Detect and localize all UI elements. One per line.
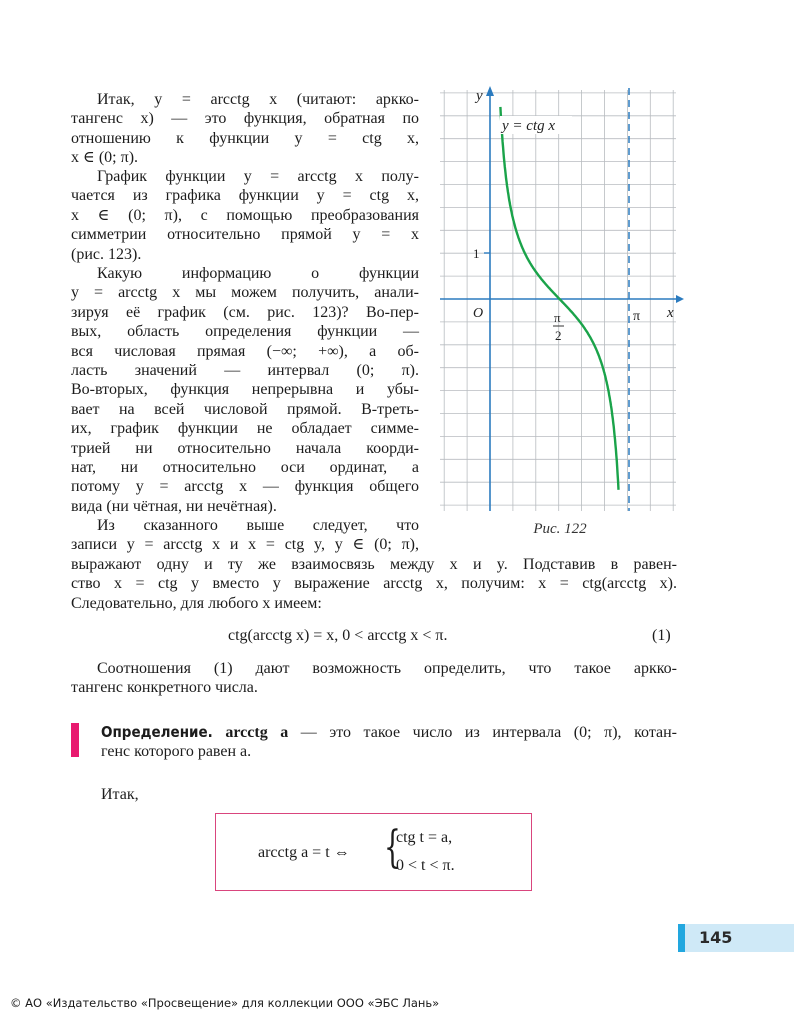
figure-caption: Рис. 122 (533, 521, 587, 537)
text-line: выражают одну и ту же взаимосвязь между x и y. Подставив в равен- (71, 556, 677, 573)
text-line-content: Итак, y = arcctg x (читают: аркко- (97, 91, 419, 108)
text-line-content: Какую информацию о функции (97, 265, 419, 282)
text-line: (рис. 123). (71, 245, 142, 263)
text-line: вида (ни чётная, ни нечётная). (71, 497, 277, 515)
definition-term: arcctg a (225, 724, 289, 741)
text-line: отношению к функции y = ctg x, (71, 129, 419, 147)
formula-1: ctg(arcctg x) = x, 0 < arcctg x < π. (228, 627, 448, 644)
paragraph-definition-intro (71, 90, 419, 168)
definition-marker (71, 723, 79, 757)
text-line: вся числовая прямая (−∞; +∞), а об- (71, 342, 419, 360)
tick-pi2-numerator: π (554, 310, 561, 325)
curve-label-text: y = ctg x (502, 118, 556, 134)
page-number-bar (678, 924, 794, 952)
text-line: y = arcctg x мы можем получить, анали- (71, 284, 419, 302)
paragraph-consequence-wide (71, 555, 677, 613)
text-line: вых, область определения функции — (71, 323, 419, 341)
y-axis-arrow (486, 86, 494, 96)
text-line: трией ни относительно начала коорди- (71, 439, 419, 457)
tick-pi-label: π (633, 309, 641, 324)
curve-label (500, 116, 572, 134)
text-line (71, 264, 419, 283)
summary-lead: Итак, (101, 786, 139, 803)
axis-label-x: x (667, 305, 674, 321)
definition-text: — это такое число из интервала (0; π), котан- (288, 724, 678, 741)
text-line: зируя её график (см. рис. 123)? Во-пер- (71, 303, 419, 321)
text-line: чается из графика функции y = ctg x, (71, 187, 419, 205)
text-line: ласть значений — интервал (0; π). (71, 362, 419, 380)
copyright-notice: © АО «Издательство «Просвещение» для коллекции ООО «ЭБС Лань» (10, 996, 440, 1010)
text-line-content: График функции y = arcctg x полу- (97, 168, 419, 185)
text-line: нат, ни относительно оси ординат, а (71, 459, 419, 477)
text-line: их, график функции не обладает симме- (71, 420, 419, 438)
definition-block (101, 723, 677, 762)
text-line: тангенс конкретного числа. (71, 679, 258, 697)
text-line (71, 659, 677, 678)
origin-label: O (473, 306, 484, 321)
axis-label-y: y (476, 88, 483, 104)
boxed-formula (215, 813, 532, 891)
text-line (71, 167, 419, 186)
text-line: ство x = ctg y вместо y выражение arcctg x, получим: x = ctg(arcctg x). (71, 575, 677, 593)
definition-line (101, 723, 677, 742)
text-line: записи y = arcctg x и x = ctg y, y ∈ (0; π), (71, 536, 419, 554)
text-line: симметрии относительно прямой y = x (71, 226, 419, 244)
text-line: Следовательно, для любого x имеем: (71, 594, 322, 612)
text-line: Во-вторых, функция непрерывна и убы- (71, 381, 419, 399)
paragraph-graph-construction (71, 167, 419, 264)
x-axis-arrow (676, 295, 684, 303)
boxed-formula-lhs: arcctg a = t ⇔ (258, 844, 350, 861)
system-brace: { (384, 822, 401, 873)
paragraph-properties (71, 264, 419, 516)
text-line (71, 516, 419, 535)
page-number-marker (678, 924, 685, 952)
text-line-content: Из сказанного выше следует, что (97, 517, 419, 534)
text-line: тангенс x) — это функция, обратная по (71, 110, 419, 128)
definition-line: генс которого равен a. (101, 743, 252, 761)
text-line: вает на всей числовой прямой. В-треть- (71, 400, 419, 418)
system-row-2: 0 < t < π. (396, 857, 455, 874)
graph-grid (440, 90, 676, 511)
paragraph-relations (71, 659, 677, 698)
text-line (71, 90, 419, 109)
tick-pi2-denominator: 2 (555, 328, 562, 343)
system-row-1: ctg t = a, (396, 829, 453, 846)
formula-1-number: (1) (652, 627, 671, 644)
page-number: 145 (699, 928, 733, 947)
text-line-content: Соотношения (1) дают возможность определить, что такое аркко- (97, 660, 677, 677)
text-line: x ∈ (0; π), с помощью преобразования (71, 206, 419, 224)
text-line: x ∈ (0; π). (71, 149, 139, 167)
text-line: потому y = arcctg x — функция общего (71, 478, 419, 496)
definition-heading: Определение. (101, 723, 213, 741)
tick-y1-label: 1 (473, 246, 480, 261)
cotangent-graph (440, 86, 684, 516)
paragraph-consequence-narrow (71, 516, 419, 555)
